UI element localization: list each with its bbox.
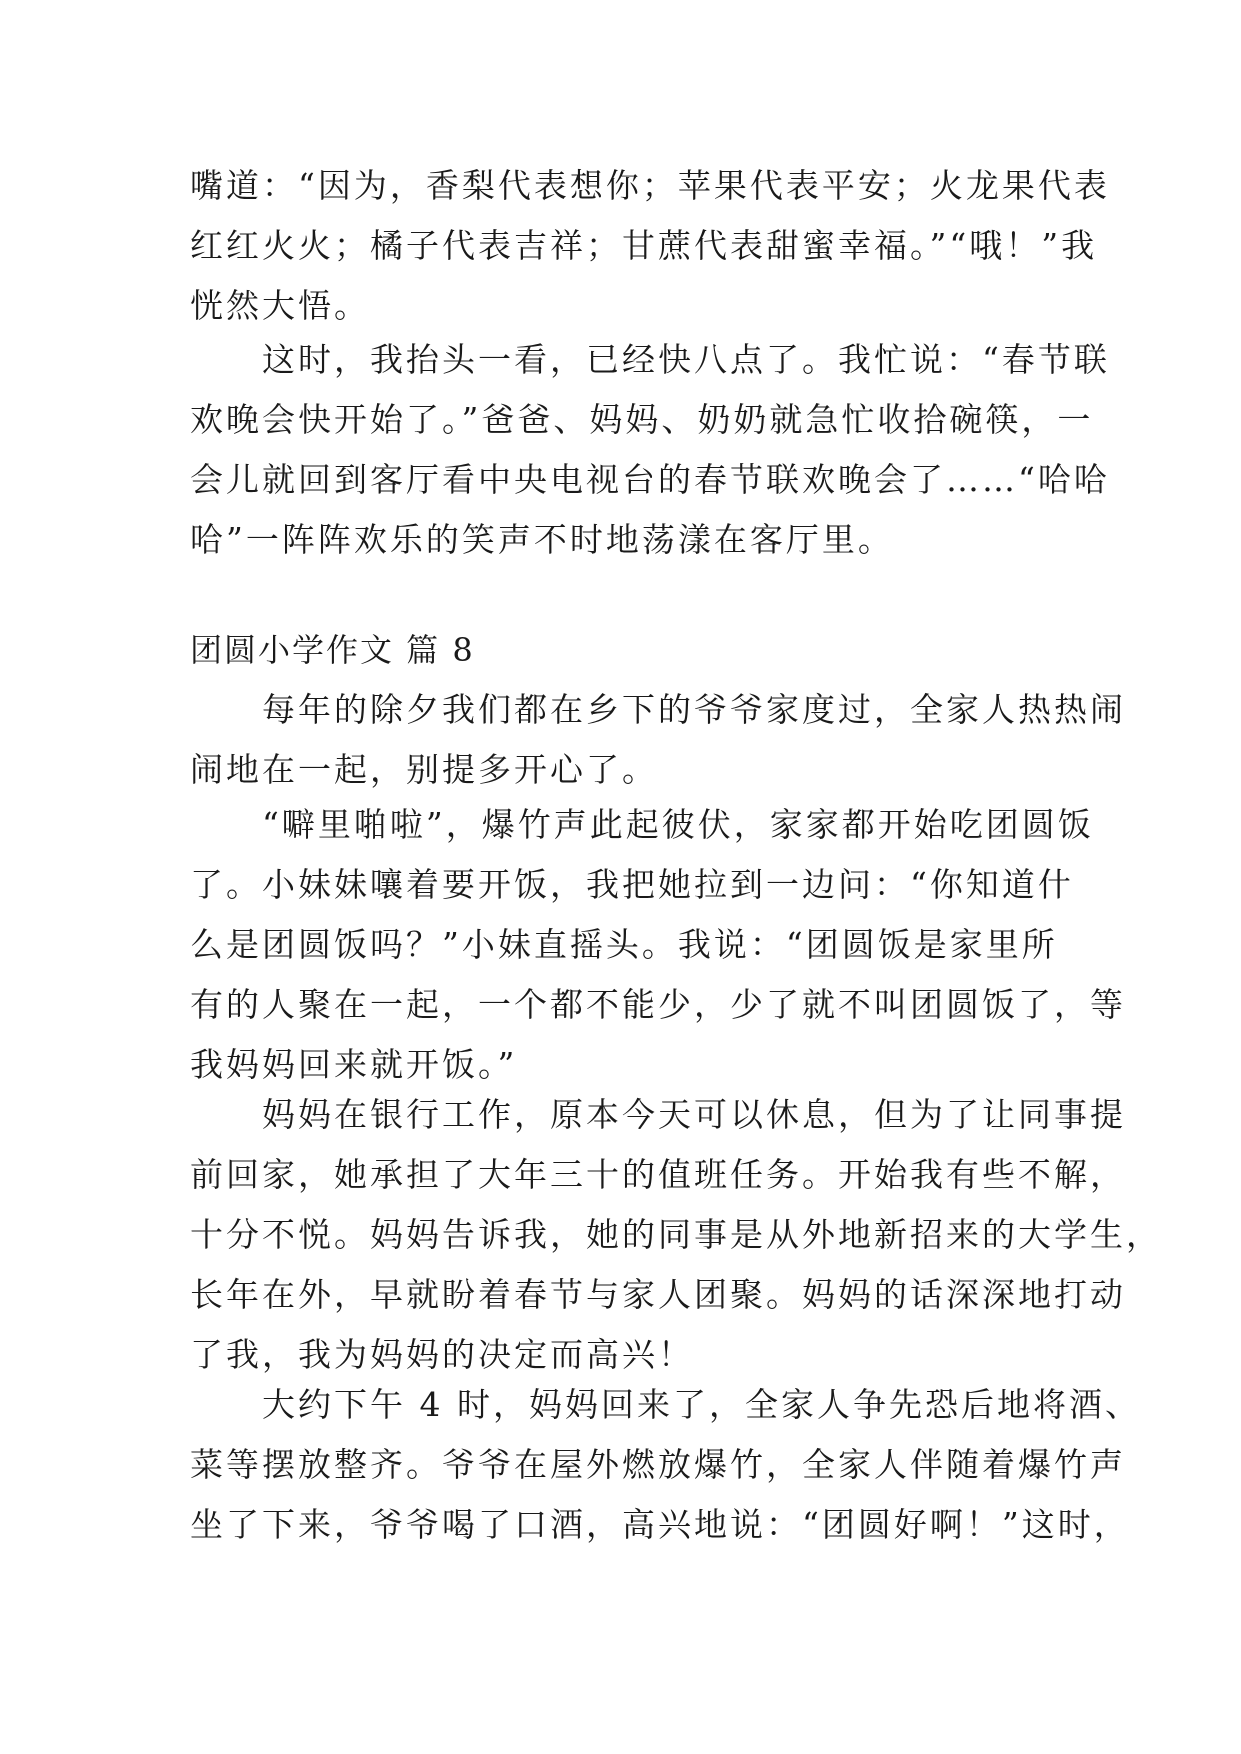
text-line: 哈”一阵阵欢乐的笑声不时地荡漾在客厅里。 <box>190 520 894 559</box>
text-line: 这时，我抬头一看，已经快八点了。我忙说：“春节联 <box>190 340 1110 379</box>
text-line: 大约下午 4 时，妈妈回来了，全家人争先恐后地将酒、 <box>190 1385 1141 1424</box>
paragraph <box>190 1375 1141 1555</box>
text-line: 有的人聚在一起，一个都不能少，少了就不叫团圆饭了，等 <box>190 985 1126 1024</box>
text-line: 我妈妈回来就开饭。” <box>190 1045 518 1084</box>
text-line: 了。小妹妹嚷着要开饭，我把她拉到一边问：“你知道什 <box>190 865 1074 904</box>
text-line: 坐了下来，爷爷喝了口酒，高兴地说：“团圆好啊！”这时， <box>190 1505 1130 1544</box>
text-line: 每年的除夕我们都在乡下的爷爷家度过，全家人热热闹 <box>190 690 1126 729</box>
text-line: 会儿就回到客厅看中央电视台的春节联欢晚会了……“哈哈 <box>190 460 1110 499</box>
text-line: 长年在外，早就盼着春节与家人团聚。妈妈的话深深地打动 <box>190 1275 1126 1314</box>
text-line: 菜等摆放整齐。爷爷在屋外燃放爆竹，全家人伴随着爆竹声 <box>190 1445 1126 1484</box>
paragraph <box>190 680 1126 800</box>
text-line: “噼里啪啦”，爆竹声此起彼伏，家家都开始吃团圆饭 <box>190 805 1094 844</box>
text-line: 欢晚会快开始了。”爸爸、妈妈、奶奶就急忙收拾碗筷，一 <box>190 400 1094 439</box>
text-line: 闹地在一起，别提多开心了。 <box>190 750 658 789</box>
paragraph <box>190 156 1110 336</box>
paragraph <box>190 795 1126 1095</box>
text-line: 十分不悦。妈妈告诉我，她的同事是从外地新招来的大学生， <box>190 1215 1162 1254</box>
text-line: 前回家，她承担了大年三十的值班任务。开始我有些不解， <box>190 1155 1126 1194</box>
paragraph <box>190 330 1110 570</box>
text-line: 么是团圆饭吗？”小妹直摇头。我说：“团圆饭是家里所 <box>190 925 1058 964</box>
text-line: 红红火火；橘子代表吉祥；甘蔗代表甜蜜幸福。”“哦！”我 <box>190 226 1098 265</box>
text-line: 妈妈在银行工作，原本今天可以休息，但为了让同事提 <box>190 1095 1126 1134</box>
section-heading: 团圆小学作文 篇 8 <box>190 631 475 669</box>
text-line: 恍然大悟。 <box>190 286 370 325</box>
text-line: 了我，我为妈妈的决定而高兴！ <box>190 1335 694 1374</box>
text-line: 嘴道：“因为，香梨代表想你；苹果代表平安；火龙果代表 <box>190 166 1110 205</box>
paragraph <box>190 1085 1162 1385</box>
